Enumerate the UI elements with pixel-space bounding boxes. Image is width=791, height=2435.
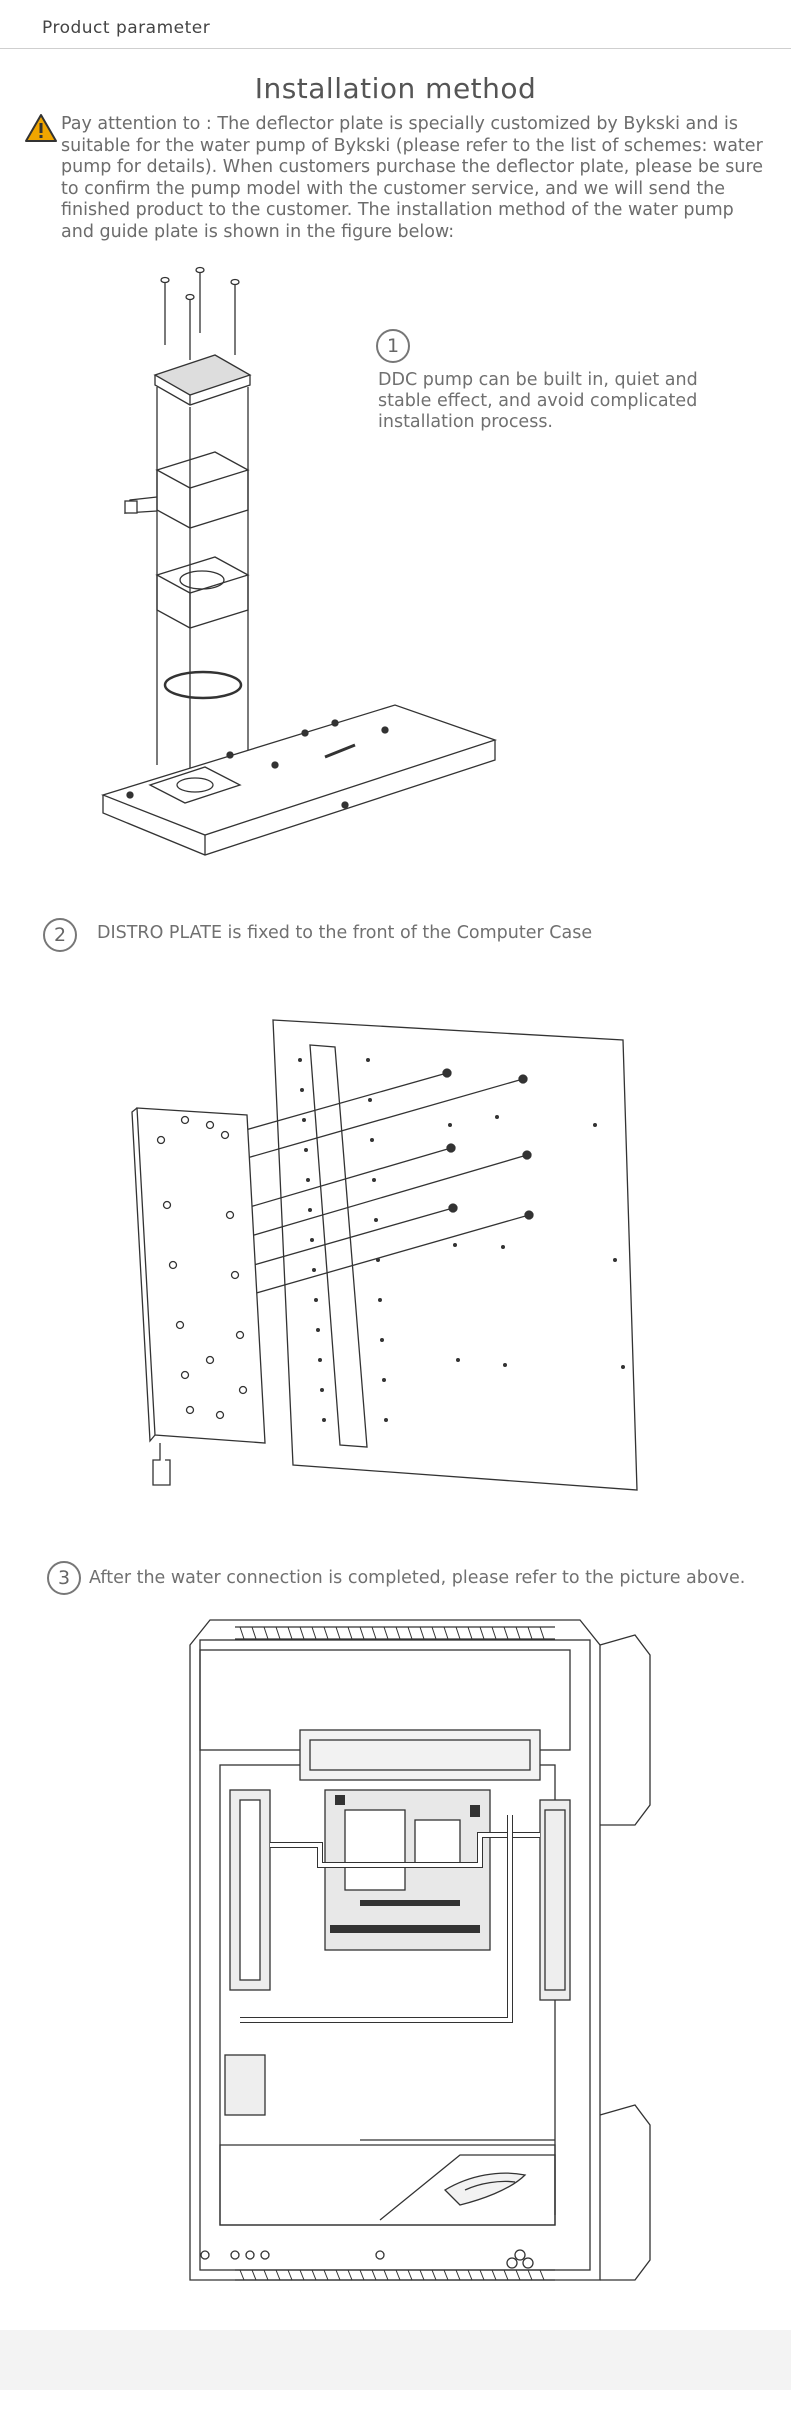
step-1-number: 1 [376, 329, 410, 363]
pump-exploded-diagram [95, 265, 505, 865]
notice-text: Pay attention to : The deflector plate is specially customized by Bykski and is suitable for the water pump of Bykski (please refer to the list of schemes: water pump for details). When customers purchase the deflector plate, please be sure to confirm the pump model with the customer service, and we will send the finished product to the customer. The installation method of the water pump and guide plate is shown in the figure below: [61, 114, 764, 242]
step-2-number: 2 [43, 918, 77, 952]
top-bar [0, 0, 791, 49]
warning-icon [24, 113, 58, 143]
step-2-text: DISTRO PLATE is fixed to the front of the Computer Case [97, 923, 593, 943]
page-title: Installation method [254, 72, 537, 105]
section-label: Product parameter [42, 18, 211, 38]
screw-icon [161, 268, 239, 361]
distro-plate-diagram [125, 1015, 645, 1505]
footer-band [0, 2330, 791, 2390]
step-3-number: 3 [47, 1561, 81, 1595]
step-1-text: DDC pump can be built in, quiet and stable effect, and avoid complicated installation process. [378, 370, 698, 432]
assembled-case-diagram [180, 1615, 660, 2300]
step-3-text: After the water connection is completed, please refer to the picture above. [89, 1568, 746, 1588]
